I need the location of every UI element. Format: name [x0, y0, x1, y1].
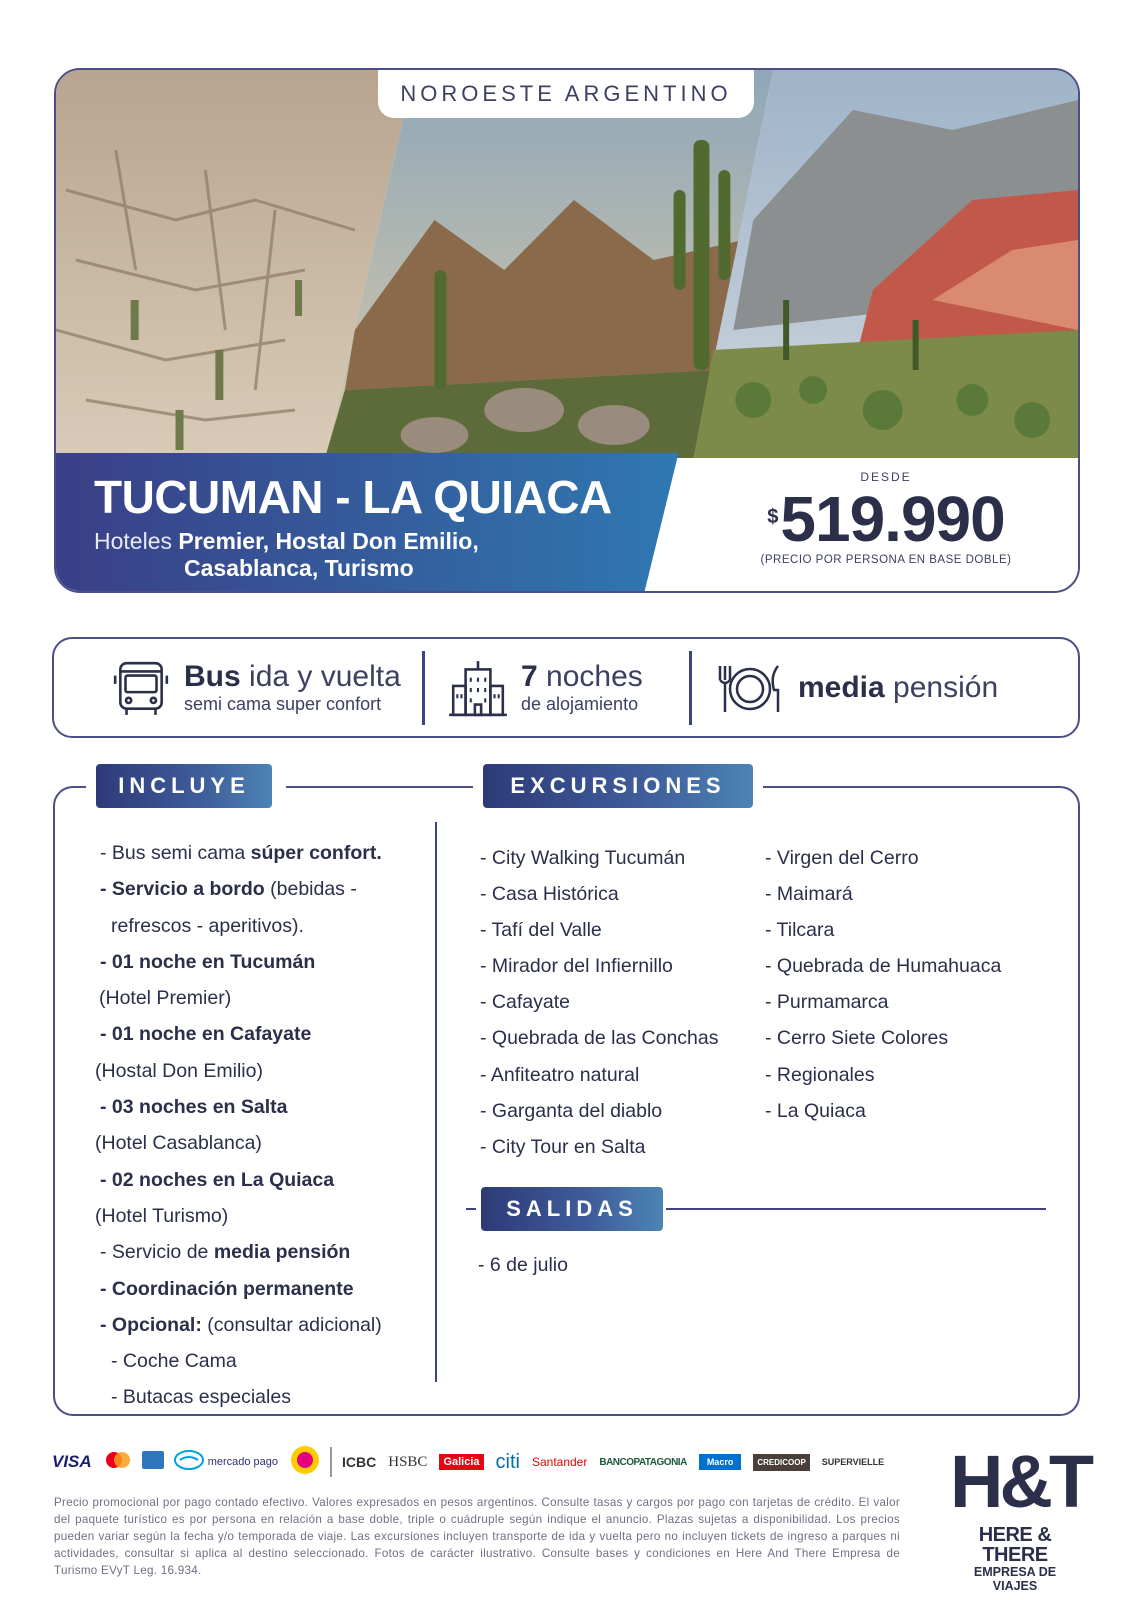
galicia-logo: Galicia — [439, 1454, 483, 1470]
price — [721, 484, 1051, 554]
feature-meals-title-rest: pensión — [884, 670, 999, 704]
hotels-names-line2: Casablanca, Turismo — [184, 555, 414, 581]
excursiones-list-col1 — [480, 840, 718, 1165]
hero-photo-collage — [56, 70, 1078, 458]
building-icon — [447, 657, 509, 719]
amex-logo — [142, 1451, 164, 1473]
list-item: - Bus semi cama súper confort. — [100, 842, 382, 864]
hotels-list — [94, 528, 654, 582]
list-item: - Casa Histórica — [480, 883, 619, 906]
incluye-header: INCLUYE — [96, 764, 272, 808]
mercadopago-logo: mercado pago — [207, 1455, 279, 1468]
feature-meals — [714, 639, 998, 736]
salidas-header: SALIDAS — [481, 1187, 663, 1231]
list-item: (Hotel Casablanca) — [95, 1132, 262, 1155]
list-item: - Coordinación permanente — [100, 1277, 354, 1300]
list-item: - Purmamarca — [765, 991, 889, 1014]
feature-divider — [689, 651, 692, 725]
feature-bus-text — [184, 661, 401, 715]
feature-divider — [422, 651, 425, 725]
mastercard-logo — [104, 1451, 132, 1473]
feature-bus-title: Bus — [184, 659, 241, 693]
list-item: - Maimará — [765, 883, 853, 906]
excursiones-list-col2 — [765, 840, 1001, 1129]
list-item: - Quebrada de las Conchas — [480, 1027, 719, 1050]
plate-cutlery-icon — [714, 657, 786, 719]
hotels-label: Hoteles — [94, 528, 172, 554]
legal-disclaimer: Precio promocional por pago contado efectivo. Valores expresados en pesos argentinos. Consulte tasas y cargos por pago con tarjetas de crédito. El valor del paquete turístico es por persona en relación a base doble, triple o cuádruple según indique el anuncio. Plazas sujetas a disponibilidad. Los precios pueden variar según la fecha y/o temporada de viaje. Las excursiones incluyen transporte de ida y vuelta pero no incluyen tickets de ingreso a parques ni actividades, consultar si aplica al destino seleccionado. Fotos de carácter ilustrativo. Consulte bases y condiciones en Here And There Empresa de Turismo EVyT Leg. 16.934. — [54, 1496, 900, 1577]
list-item: - City Tour en Salta — [480, 1135, 646, 1158]
brand-name: HERE & THERE — [978, 1524, 1052, 1566]
company-logo — [950, 1440, 1091, 1593]
list-item: - Opcional: (consultar adicional) — [100, 1313, 382, 1336]
list-item: - Cerro Siete Colores — [765, 1027, 949, 1050]
list-item: - Regionales — [765, 1063, 875, 1086]
list-item: - Anfiteatro natural — [480, 1063, 640, 1086]
list-item: - Butacas especiales — [111, 1386, 291, 1409]
hsbc-logo: HSBC — [388, 1453, 428, 1470]
feature-bus — [110, 639, 422, 736]
list-item: - 03 noches en Salta — [100, 1096, 288, 1119]
list-item: - Tafí del Valle — [480, 919, 602, 942]
hero-banner — [54, 68, 1080, 593]
feature-nights — [447, 639, 677, 736]
feature-meals-title: media — [798, 670, 885, 704]
column-divider — [435, 822, 437, 1382]
macro-logo: Macro — [699, 1454, 742, 1470]
price-amount: 519.990 — [780, 483, 1005, 555]
excursiones-header: EXCURSIONES — [483, 764, 753, 808]
logos-divider — [330, 1447, 332, 1477]
list-item: - 01 noche en Tucumán — [100, 950, 316, 973]
santander-logo: Santander — [531, 1455, 588, 1469]
wallet-logo — [290, 1445, 320, 1479]
supervielle-logo: SUPERVIELLE — [821, 1457, 885, 1467]
feature-nights-title: noches — [537, 659, 643, 693]
list-item: - Cafayate — [480, 991, 570, 1014]
list-item: - Tilcara — [765, 919, 835, 942]
list-item: - Servicio a bordo (bebidas - — [100, 878, 357, 901]
visa-logo: VISA — [52, 1452, 92, 1471]
list-item: - La Quiaca — [765, 1099, 866, 1122]
list-item: - City Walking Tucumán — [480, 847, 686, 869]
incluye-list — [95, 835, 435, 1416]
salida-date: - 6 de julio — [478, 1254, 568, 1276]
region-label: NOROESTE ARGENTINO — [378, 70, 754, 118]
salidas-rule-left — [466, 1208, 476, 1210]
list-item: - 01 noche en Cafayate — [100, 1023, 312, 1046]
mercadopago-handshake-icon — [174, 1450, 204, 1474]
hotels-names-line1: Premier, Hostal Don Emilio, — [178, 528, 479, 554]
price-prefix: DESDE — [860, 470, 912, 484]
list-item: - Coche Cama — [111, 1350, 237, 1373]
list-item: (Hotel Turismo) — [95, 1204, 229, 1227]
features-bar — [52, 637, 1080, 738]
list-item: (Hotel Premier) — [99, 987, 232, 1010]
patagonia-logo: BANCOPATAGONIA — [599, 1456, 687, 1468]
feature-bus-title-rest: ida y vuelta — [240, 659, 401, 693]
list-item: (Hostal Don Emilio) — [95, 1059, 263, 1082]
brand-tagline: EMPRESA DE VIAJES — [973, 1565, 1057, 1593]
list-item: refrescos - aperitivos). — [111, 914, 304, 937]
price-note: (PRECIO POR PERSONA EN BASE DOBLE) — [760, 554, 1012, 566]
list-item: - Quebrada de Humahuaca — [765, 955, 1002, 978]
icbc-logo: ICBC — [342, 1454, 377, 1470]
payment-logos — [52, 1443, 912, 1481]
currency-symbol: $ — [767, 506, 779, 528]
feature-nights-number: 7 — [521, 659, 538, 693]
credicoop-logo: CREDICOOP — [753, 1454, 809, 1471]
list-item: - 02 noches en La Quiaca — [100, 1168, 335, 1191]
feature-bus-subtitle: semi cama super confort — [184, 693, 382, 714]
trip-title: TUCUMAN - LA QUIACA — [94, 471, 612, 523]
price-box — [721, 470, 1051, 566]
feature-nights-subtitle: de alojamiento — [521, 693, 639, 714]
list-item: - Mirador del Infiernillo — [480, 955, 673, 978]
bus-icon — [110, 657, 172, 719]
list-item: - Garganta del diablo — [480, 1099, 663, 1122]
feature-meals-text — [798, 672, 998, 704]
citi-logo: citi — [495, 1450, 520, 1473]
feature-nights-text — [521, 661, 643, 715]
list-item: - Servicio de media pensión — [100, 1241, 351, 1264]
brand-mark: H&T — [950, 1440, 1091, 1523]
salidas-rule — [666, 1208, 1046, 1210]
list-item: - Virgen del Cerro — [765, 847, 919, 869]
